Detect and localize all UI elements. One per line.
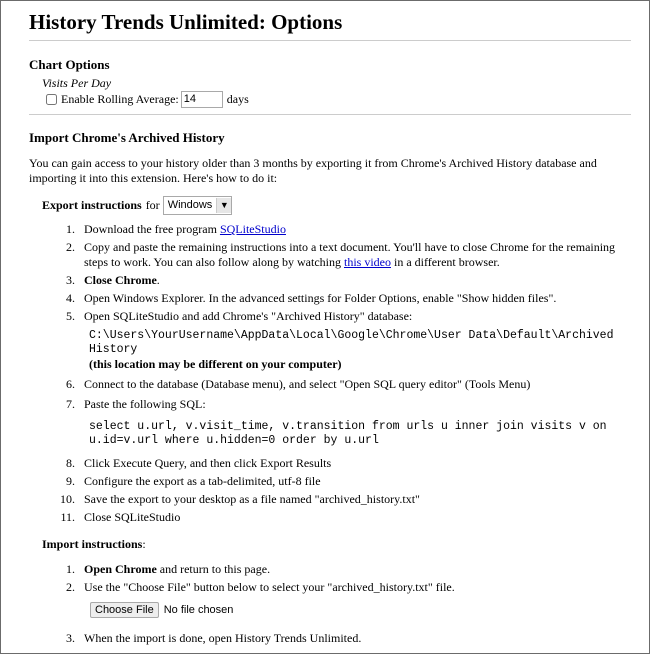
sql-query: select u.url, v.visit_time, v.transition from urls u inner join visits v on u.id=v.url where u.hidden=0 order by u.url — [89, 420, 607, 447]
visits-per-day-label: Visits Per Day — [42, 76, 112, 90]
import-heading: Import Chrome's Archived History — [29, 130, 225, 145]
export-instructions-row — [42, 194, 631, 216]
os-select[interactable] — [163, 196, 233, 215]
list-item: 1. Download the free program SQLiteStudio — [66, 222, 286, 236]
sqlitestudio-link[interactable]: SQLiteStudio — [219, 222, 286, 236]
video-link[interactable]: this video — [343, 255, 391, 269]
export-for-label: for — [145, 197, 160, 212]
list-item: 5. Open SQLiteStudio and add Chrome's "Archived History" database: — [66, 309, 413, 323]
rolling-average-label: Enable Rolling Average: — [61, 91, 179, 106]
list-item: 3. When the import is done, open History Trends Unlimited. — [66, 631, 362, 645]
import-instructions-label: Import instructions — [42, 537, 143, 551]
list-item: 11. Close SQLiteStudio — [60, 510, 181, 524]
list-item: 7. Paste the following SQL: — [66, 397, 206, 411]
choose-file-button[interactable]: Choose File — [90, 602, 159, 618]
file-chooser — [90, 600, 631, 620]
list-item: 10. Save the export to your desktop as a file named "archived_history.txt" — [60, 492, 420, 506]
list-item: 6. Connect to the database (Database menu), and select "Open SQL query editor" (Tools Menu) — [66, 377, 531, 391]
import-steps-list — [29, 631, 631, 646]
rolling-days-unit: days — [226, 91, 249, 106]
rolling-days-input[interactable] — [181, 91, 223, 108]
import-intro: You can gain access to your history older than 3 months by exporting it from Chrome's Archived History database and importing it into this extension. Here's how to do it: — [29, 156, 597, 185]
list-item: 8. Click Execute Query, and then click Export Results — [66, 456, 332, 470]
chart-options-heading: Chart Options — [29, 57, 110, 72]
chevron-down-icon: ▼ — [216, 198, 231, 213]
list-item: 2. Copy and paste the remaining instructions into a text document. You'll have to close Chrome for the remaining steps to work. You can also follow along by watching this video in a different browser. — [66, 240, 616, 269]
list-item: 9. Configure the export as a tab-delimited, utf-8 file — [66, 474, 321, 488]
rolling-average-checkbox[interactable] — [46, 94, 57, 105]
list-item: 4. Open Windows Explorer. In the advanced settings for Folder Options, enable "Show hidden files". — [66, 291, 557, 305]
rolling-average-row — [42, 89, 631, 109]
export-steps-list — [29, 222, 631, 324]
archived-history-path: C:\Users\YourUsername\AppData\Local\Google\Chrome\User Data\Default\Archived History (this location may be different on your computer) — [89, 329, 626, 371]
export-steps-list — [29, 456, 631, 525]
import-steps-list — [29, 562, 631, 595]
list-item: 3. Close Chrome. — [66, 273, 160, 287]
list-item: 2. Use the "Choose File" button below to select your "archived_history.txt" file. — [66, 580, 455, 594]
os-select-value: Windows — [167, 199, 213, 211]
location-note: (this location may be different on your computer) — [89, 357, 342, 371]
export-instructions-label: Export instructions — [42, 197, 142, 212]
export-steps-list — [29, 377, 631, 412]
list-item: 1. Open Chrome and return to this page. — [66, 562, 271, 576]
import-instructions-row: Import instructions: — [42, 537, 146, 551]
no-file-label: No file chosen — [163, 604, 234, 616]
page-title: History Trends Unlimited: Options — [29, 10, 343, 34]
